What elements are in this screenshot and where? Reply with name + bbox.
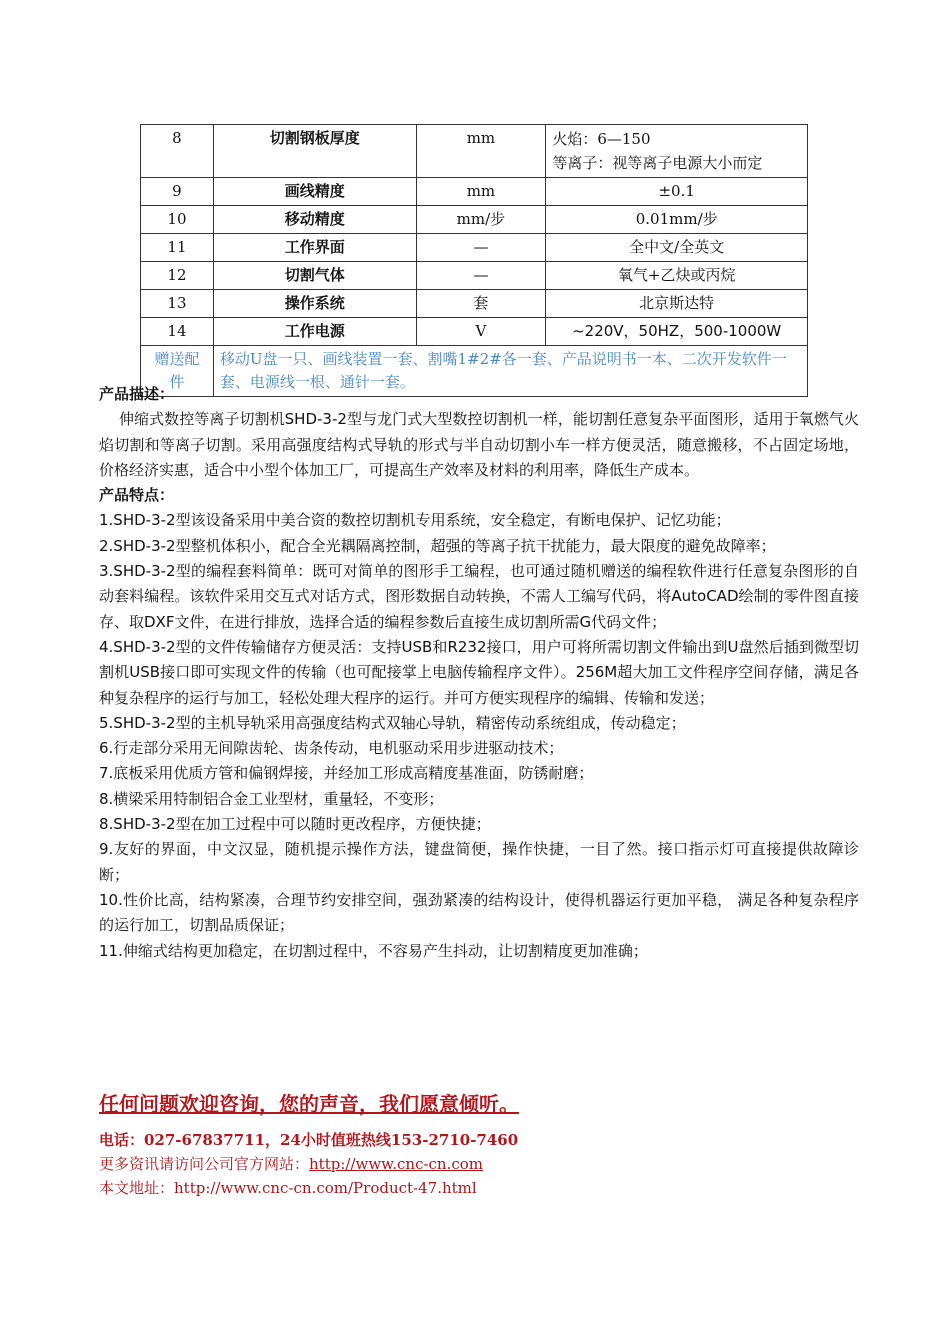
table-row: [141, 318, 808, 346]
param-unit: mm: [416, 178, 546, 206]
contact-footer: [99, 1090, 859, 1200]
gift-text: 移动U盘一只、画线装置一套、割嘴1#2#各一套、产品说明书一本、二次开发软件一套、电源线一根、通针一套。: [213, 346, 807, 397]
footer-phone: 电话：027-67837711，24小时值班热线153-2710-7460: [99, 1131, 519, 1149]
feature-item: 8.横梁采用特制铝合金工业型材，重量轻，不变形；: [99, 789, 444, 808]
param-name: 画线精度: [213, 178, 416, 206]
feature-item: 1.SHD-3-2型该设备采用中美合资的数控切割机专用系统，安全稳定，有断电保护、记忆功能；: [99, 511, 731, 530]
row-number: 8: [141, 125, 214, 178]
features-heading: 产品特点：: [99, 486, 175, 505]
feature-item: 4.SHD-3-2型的文件传输储存方便灵活：支持USB和R232接口，用户可将所需切割文件输出到U盘然后插到微型切割机USB接口即可实现文件的传输（也可配接掌上电脑传输程序文件）。256M超大加工文件程序空间存储，满足各种复杂程序的运行与加工，轻松处理大程序的运行。并可方便实现程序的编辑、传输和发送；: [99, 637, 859, 707]
table-row: [141, 290, 808, 318]
param-unit: V: [416, 318, 546, 346]
table-row: [141, 125, 808, 178]
param-unit: mm: [416, 125, 546, 178]
value-line: 火焰：6—150: [552, 130, 651, 148]
param-value: 北京斯达特: [546, 290, 808, 318]
row-number: 9: [141, 178, 214, 206]
spec-table: [140, 124, 808, 397]
param-unit: 套: [416, 290, 546, 318]
row-number: 10: [141, 206, 214, 234]
feature-item: 10.性价比高，结构紧凑，合理节约安排空间，强劲紧凑的结构设计，使得机器运行更加平稳， 满足各种复杂程序的运行加工，切割品质保证；: [99, 890, 859, 935]
footer-website: [99, 1152, 859, 1176]
feature-item: 6.行走部分采用无间隙齿轮、齿条传动，电机驱动采用步进驱动技术；: [99, 739, 564, 758]
param-name: 工作电源: [213, 318, 416, 346]
feature-item: 2.SHD-3-2型整机体积小，配合全光耦隔离控制，超强的等离子抗干扰能力，最大限度的避免故障率；: [99, 536, 776, 555]
feature-item: 7.底板采用优质方管和偏钢焊接，并经加工形成高精度基准面，防锈耐磨；: [99, 764, 594, 783]
description-paragraph: 伸缩式数控等离子切割机SHD-3-2型与龙门式大型数控切割机一样，能切割任意复杂平面图形，适用于氧燃气火焰切割和等离子切割。采用高强度结构式导轨的形式与半自动切割小车一样方便灵活，随意搬移，不占固定场地，价格经济实惠，适合中小型个体加工厂，可提高生产效率及材料的利用率，降低生产成本。: [99, 410, 859, 479]
row-number: 13: [141, 290, 214, 318]
param-name: 切割气体: [213, 262, 416, 290]
row-number: 14: [141, 318, 214, 346]
row-number: 11: [141, 234, 214, 262]
website-link[interactable]: http://www.cnc-cn.com: [309, 1155, 484, 1173]
feature-item: 9.友好的界面，中文汉显，随机提示操作方法，键盘简便，操作快捷，一目了然。接口指示灯可直接提供故障诊断；: [99, 840, 859, 884]
param-unit: —: [416, 262, 546, 290]
website-label: 更多资讯请访问公司官方网站：: [99, 1155, 310, 1173]
param-name: 工作界面: [213, 234, 416, 262]
footer-article-address: 本文地址：http://www.cnc-cn.com/Product-47.html: [99, 1179, 477, 1197]
param-value: [546, 125, 808, 178]
table-row: [141, 234, 808, 262]
param-name: 操作系统: [213, 290, 416, 318]
feature-item: 5.SHD-3-2型的主机导轨采用高强度结构式双轴心导轨，精密传动系统组成，传动稳定；: [99, 713, 686, 732]
param-name: 切割钢板厚度: [213, 125, 416, 178]
param-unit: mm/步: [416, 206, 546, 234]
table-row: [141, 262, 808, 290]
value-line: 等离子：视等离子电源大小而定: [552, 154, 763, 172]
param-unit: —: [416, 234, 546, 262]
feature-item: 3.SHD-3-2型的编程套料简单：既可对简单的图形手工编程，也可通过随机赠送的编程软件进行任意复杂图形的自动套料编程。该软件采用交互式对话方式，图形数据自动转换，不需人工编写代码，将AutoCAD绘制的零件图直接存、取DXF文件，在进行排放，选择合适的编程参数后直接生成切割所需G代码文件；: [99, 562, 859, 631]
param-value: 氧气+乙炔或丙烷: [546, 262, 808, 290]
description-heading: 产品描述：: [99, 385, 175, 403]
param-name: 移动精度: [213, 206, 416, 234]
table-row: [141, 206, 808, 234]
table-row: [141, 178, 808, 206]
gift-label: 赠送配件: [141, 346, 214, 397]
footer-slogan: 任何问题欢迎咨询，您的声音，我们愿意倾听。: [99, 1092, 519, 1116]
feature-item: 8.SHD-3-2型在加工过程中可以随时更改程序，方便快捷；: [99, 815, 491, 834]
param-value: ±0.1: [546, 178, 808, 206]
param-value: 全中文/全英文: [546, 234, 808, 262]
feature-item: 11.伸缩式结构更加稳定，在切割过程中，不容易产生抖动，让切割精度更加准确；: [99, 941, 648, 960]
body-text: [99, 382, 859, 964]
param-value: ~220V，50HZ，500-1000W: [546, 318, 808, 346]
param-value: 0.01mm/步: [546, 206, 808, 234]
row-number: 12: [141, 262, 214, 290]
